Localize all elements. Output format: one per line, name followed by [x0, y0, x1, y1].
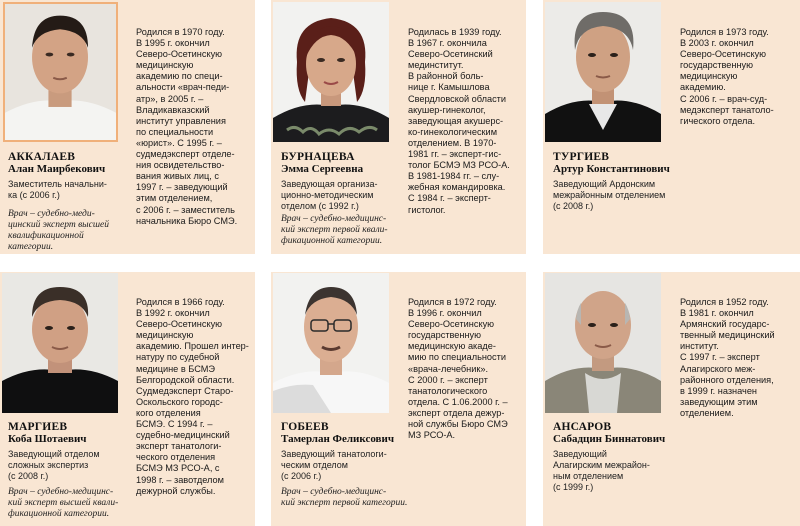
person-surname: БУРНАЦЕВА: [281, 151, 355, 163]
biography-text: Родилась в 1939 году. В 1967 г. окончила Северо-Осетинский мединститут. В районной боль- нице г. Камышлова Свердловской области акушер-гинеколог, заведующая акушерс- ко-гинекологическим отделением. В 1970- 1981 гг. – эксперт-гис- толог БСМЭ МЗ РСО-А. В 1981-1984 гг. – слу- жебная командировка. С 1984 г. – эксперт- гистолог.: [408, 27, 510, 215]
biography-text: Родился в 1952 году. В 1981 г. окончил Армянский государс- твенный медицинский институт. С 1997 г. – эксперт Алагирского меж- районного отделения, в 1999 г. назначен заведующим этим отделением.: [680, 297, 775, 418]
person-position: Заведующий Ардонским межрайонным отделением (с 2008 г.): [553, 179, 666, 211]
person-photo: [545, 2, 661, 142]
person-qualification: Врач – судебно-меди- цинский эксперт высшей квалификационной категории.: [8, 209, 109, 252]
person-qualification: Врач – судебно-медицинс- кий эксперт первой квали- фикационной категории.: [281, 214, 388, 246]
person-surname: ТУРГИЕВ: [553, 151, 610, 163]
person-surname: АККАЛАЕВ: [8, 151, 76, 163]
person-given-name: Сабадцин Биннатович: [553, 433, 666, 445]
person-surname: МАРГИЕВ: [8, 421, 68, 433]
biography-text: Родился в 1970 году. В 1995 г. окончил Северо-Осетинскую медицинскую академию по специ- альности «врач-педи- атр», в 2005 г. – Владикавказский институт управления по специальности «юрист». С 1995 г. – судмедэксперт отделе- ния освидетельство- вания живых лиц, с 1997 г. – заведующий этим отделением, с 2006 г. – заместитель начальника Бюро СМЭ.: [136, 27, 238, 226]
person-given-name: Тамерлан Феликсович: [281, 433, 395, 445]
person-position: Заведующий танатологи- ческим отделом (с 2006 г.): [281, 449, 387, 481]
person-given-name: Эмма Сергеевна: [281, 163, 364, 175]
person-photo: [3, 2, 118, 142]
person-qualification: Врач – судебно-медицинс- кий эксперт высшей квали- фикационной категории.: [8, 487, 119, 519]
person-position: Заместитель начальни- ка (с 2006 г.): [8, 179, 107, 200]
person-given-name: Коба Шотаевич: [8, 433, 87, 445]
person-given-name: Алан Маирбекович: [8, 163, 106, 175]
biography-text: Родился в 1973 году. В 2003 г. окончил Северо-Осетинскую государственную медицинскую академию. С 2006 г. – врач-суд- медэксперт танатоло- гического отдела.: [680, 27, 774, 126]
person-photo: [273, 2, 389, 142]
biography-text: Родился в 1972 году. В 1996 г. окончил Северо-Осетинскую государственную медицинскую акаде- мию по специальности «врача-лечебник». С 2000 г. – эксперт танатологического отдела. С 1.06.2000 г. – эксперт отдела дежур- ной службы Бюро СМЭ МЗ РСО-А.: [408, 297, 508, 441]
biography-text: Родился в 1966 году. В 1992 г. окончил Северо-Осетинскую медицинскую академию. Прошел интер- натуру по судебной медицине в БСМЭ Белгородской области. Судмедэксперт Старо- Оскольского городс- кого отделения БСМЭ. С 1994 г. – судебно-медицинский эксперт танатологи- ческого отделения БСМЭ МЗ РСО-А, с 1998 г. – завотделом дежурной службы.: [136, 297, 249, 496]
person-photo: [2, 273, 118, 413]
person-position: Заведующая организа- ционно-методическим отделом (с 1992 г.): [281, 179, 378, 211]
person-position: Заведующий Алагирским межрайон- ным отделением (с 1999 г.): [553, 449, 650, 492]
person-position: Заведующий отделом сложных экспертиз (с 2008 г.): [8, 449, 100, 481]
person-surname: ГОБЕЕВ: [281, 421, 329, 433]
person-photo: [273, 273, 389, 413]
person-qualification: Врач – судебно-медицинс- кий эксперт первой категории.: [281, 487, 408, 508]
person-given-name: Артур Константинович: [553, 163, 670, 175]
person-photo: [545, 273, 661, 413]
person-surname: АНСАРОВ: [553, 421, 612, 433]
